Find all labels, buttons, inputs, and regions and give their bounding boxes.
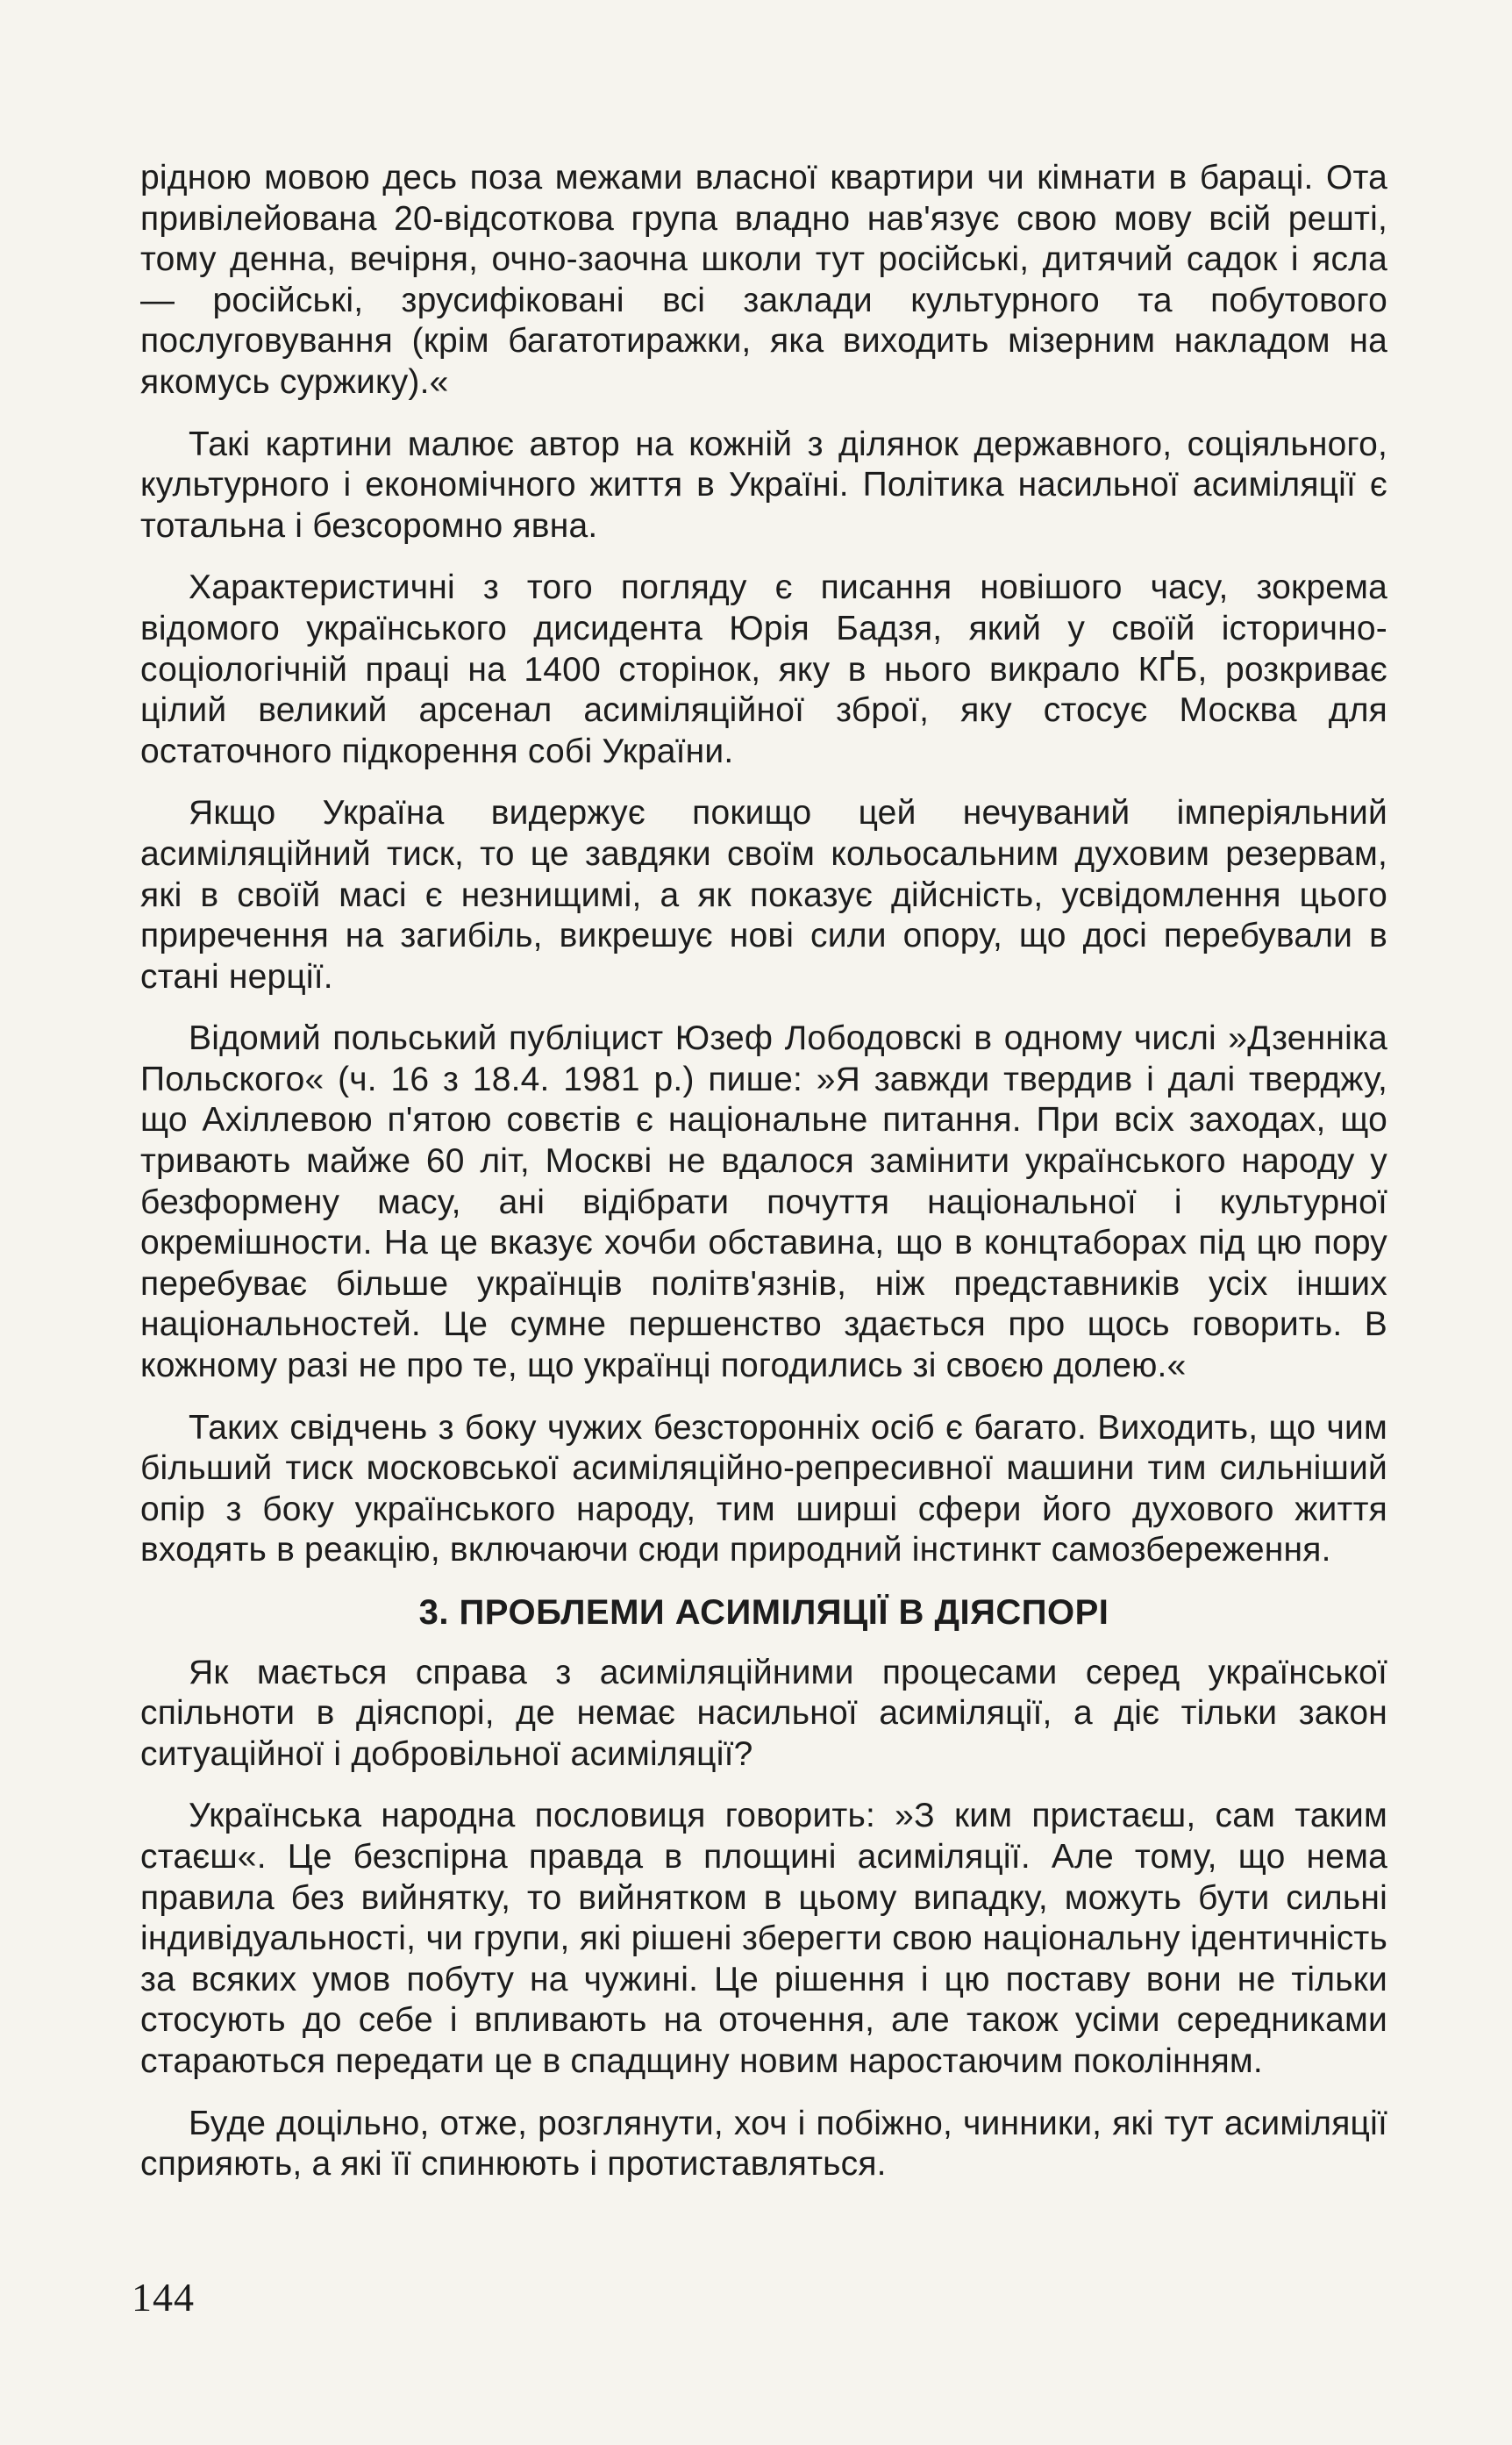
paragraph: Характеристичні з того погляду є писання новішого часу, зокрема відомого українського дисидента Юрія Бадзя, який у своїй історично-соціологічній праці на 1400 сторінок, яку в нього викрало КҐБ, розкриває цілий великий арсенал асиміляційної зброї, яку стосує Москва для остаточного підкорення собі України.	[140, 568, 1387, 770]
paragraph: Українська народна пословиця говорить: »З ким пристаєш, сам таким стаєш«. Це безспірна правда в площині асиміляції. Але тому, що нема правила без вийнятку, то вийнятком в цьому випадку, можуть бути сильні індивідуальності, чи групи, які рішені зберегти свою національну ідентичність за всяких умов побуту на чужині. Це рішення і цю поставу вони не тільки стосують до себе і впливають на оточення, але також усіми середниками стараються передати це в спадщину новим наростаючим поколінням.	[140, 1797, 1387, 2080]
paragraph: Відомий польський публіцист Юзеф Лободовскі в одному числі »Дзенніка Польского« (ч. 16 з 18.4. 1981 р.) пише: »Я завжди твердив і далі тверджу, що Ахіллевою п'ятою совєтів є національне питання. При всіх заходах, що тривають майже 60 літ, Москві не вдалося замінити українського народу у безформену масу, ані відібрати почуття національної і культурної окремішности. На це вказує хочби обставина, що в концтаборах під цю пору перебуває більше українців політв'язнів, ніж представників усіх інших національностей. Це сумне першенство здається про щось говорить. В кожному разі не про те, що українці погодились зі своєю долею.«	[140, 1019, 1387, 1385]
page-text	[140, 158, 1387, 2206]
paragraph: Як мається справа з асиміляційними процесами серед української спільноти в діяспорі, де немає насильної асиміляції, а діє тільки закон ситуаційної і добровільної асиміляції?	[140, 1653, 1387, 1773]
paragraph: рідною мовою десь поза межами власної квартири чи кімнати в бараці. Ота привілейована 20-відсоткова група владно нав'язує свою мову всій решті, тому денна, вечірня, очно-заочна школи тут російські, дитячий садок і ясла — російські, зрусифіковані всі заклади культурного та побутового послуговування (крім багатотиражки, яка виходить мізерним накладом на якомусь суржику).«	[140, 159, 1387, 401]
paragraph: Таких свідчень з боку чужих безсторонніх осіб є багато. Виходить, що чим більший тиск московської асиміляційно-репресивної машини тим сильніший опір з боку українського народу, тим ширші сфери його духового життя входять в реакцію, включаючи сюди природний інстинкт самозбереження.	[140, 1408, 1387, 1569]
paragraph: Такі картини малює автор на кожній з ділянок державного, соціяльного, культурного і економічного життя в Україні. Політика насильної асиміляції є тотальна і безсоромно явна.	[140, 425, 1387, 545]
page-number: 144	[132, 2275, 195, 2320]
paragraph: Якщо Україна видержує покищо цей нечуваний імперіяльний асиміляційний тиск, то це завдяки своїм кольосальним духовим резервам, які в своїй масі є незнищимі, а як показує дійсність, усвідомлення цього приречення на загибіль, викрешує нові сили опору, що досі перебували в стані нерції.	[140, 794, 1387, 996]
section-heading: 3. ПРОБЛЕМИ АСИМІЛЯЦІЇ В ДІЯСПОРІ	[418, 1593, 1109, 1632]
paragraph: Буде доцільно, отже, розглянути, хоч і побіжно, чинники, які тут асиміляції сприяють, а які її спинюють і протиставляться.	[140, 2104, 1387, 2184]
